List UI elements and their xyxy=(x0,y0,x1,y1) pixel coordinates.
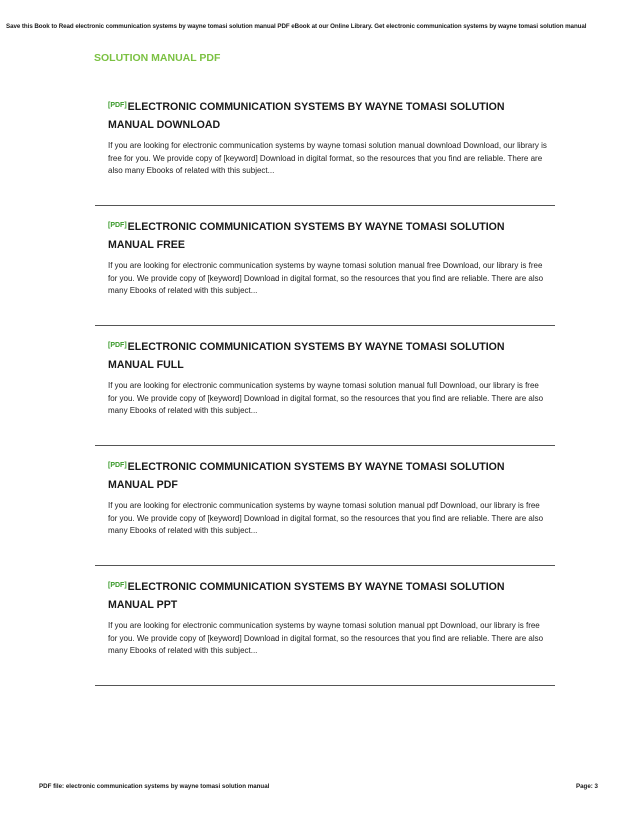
entry-title-text[interactable]: ELECTRONIC COMMUNICATION SYSTEMS BY WAYNE TOMASI SOLUTION MANUAL FREE xyxy=(108,221,505,251)
section-title: SOLUTION MANUAL PDF xyxy=(94,52,221,64)
entry-description: If you are looking for electronic communication systems by wayne tomasi solution manual pdf Download, our library is free for you. We provide copy of [keyword] Download in digital format, so the resources that you find are reliable. There are also many Ebooks of related with this subject... xyxy=(108,501,544,536)
list-item xyxy=(95,339,555,446)
entry-title-text[interactable]: ELECTRONIC COMMUNICATION SYSTEMS BY WAYNE TOMASI SOLUTION MANUAL DOWNLOAD xyxy=(108,101,505,131)
entry-title[interactable] xyxy=(108,459,548,493)
entry-description: If you are looking for electronic communication systems by wayne tomasi solution manual download Download, our library is free for you. We provide copy of [keyword] Download in digital format, so the resources that you find are reliable. There are also many Ebooks of related with this subject... xyxy=(108,141,547,176)
footer-page-number: Page: 3 xyxy=(575,783,598,790)
entry-title-text[interactable]: ELECTRONIC COMMUNICATION SYSTEMS BY WAYNE TOMASI SOLUTION MANUAL FULL xyxy=(108,341,505,371)
entry-list xyxy=(95,99,555,699)
list-item xyxy=(95,579,555,686)
entry-title[interactable] xyxy=(108,219,548,253)
entry-title[interactable] xyxy=(108,579,548,613)
pdf-tag: [PDF] xyxy=(108,342,127,349)
header-banner: Save this Book to Read electronic communication systems by wayne tomasi solution manual PDF eBook at our Online Library. Get electronic communication systems by wayne tomasi solution manual xyxy=(6,23,587,30)
entry-description: If you are looking for electronic communication systems by wayne tomasi solution manual ppt Download, our library is free for you. We provide copy of [keyword] Download in digital format, so the resources that you find are reliable. There are also many Ebooks of related with this subject... xyxy=(108,621,544,656)
list-item xyxy=(95,219,555,326)
footer-file-label: PDF file: electronic communication systems by wayne tomasi solution manual xyxy=(39,783,270,790)
pdf-tag: [PDF] xyxy=(108,102,127,109)
entry-title-text[interactable]: ELECTRONIC COMMUNICATION SYSTEMS BY WAYNE TOMASI SOLUTION MANUAL PDF xyxy=(108,461,505,491)
pdf-tag: [PDF] xyxy=(108,582,127,589)
list-item xyxy=(95,99,555,206)
entry-description: If you are looking for electronic communication systems by wayne tomasi solution manual full Download, our library is free for you. We provide copy of [keyword] Download in digital format, so the resources that you find are reliable. There are also many Ebooks of related with this subject... xyxy=(108,381,544,416)
entry-title-text[interactable]: ELECTRONIC COMMUNICATION SYSTEMS BY WAYNE TOMASI SOLUTION MANUAL PPT xyxy=(108,581,505,611)
entry-description: If you are looking for electronic communication systems by wayne tomasi solution manual free Download, our library is free for you. We provide copy of [keyword] Download in digital format, so the resources that you find are reliable. There are also many Ebooks of related with this subject... xyxy=(108,261,544,296)
entry-title[interactable] xyxy=(108,99,548,133)
pdf-tag: [PDF] xyxy=(108,462,127,469)
list-item xyxy=(95,459,555,566)
pdf-tag: [PDF] xyxy=(108,222,127,229)
entry-title[interactable] xyxy=(108,339,548,373)
